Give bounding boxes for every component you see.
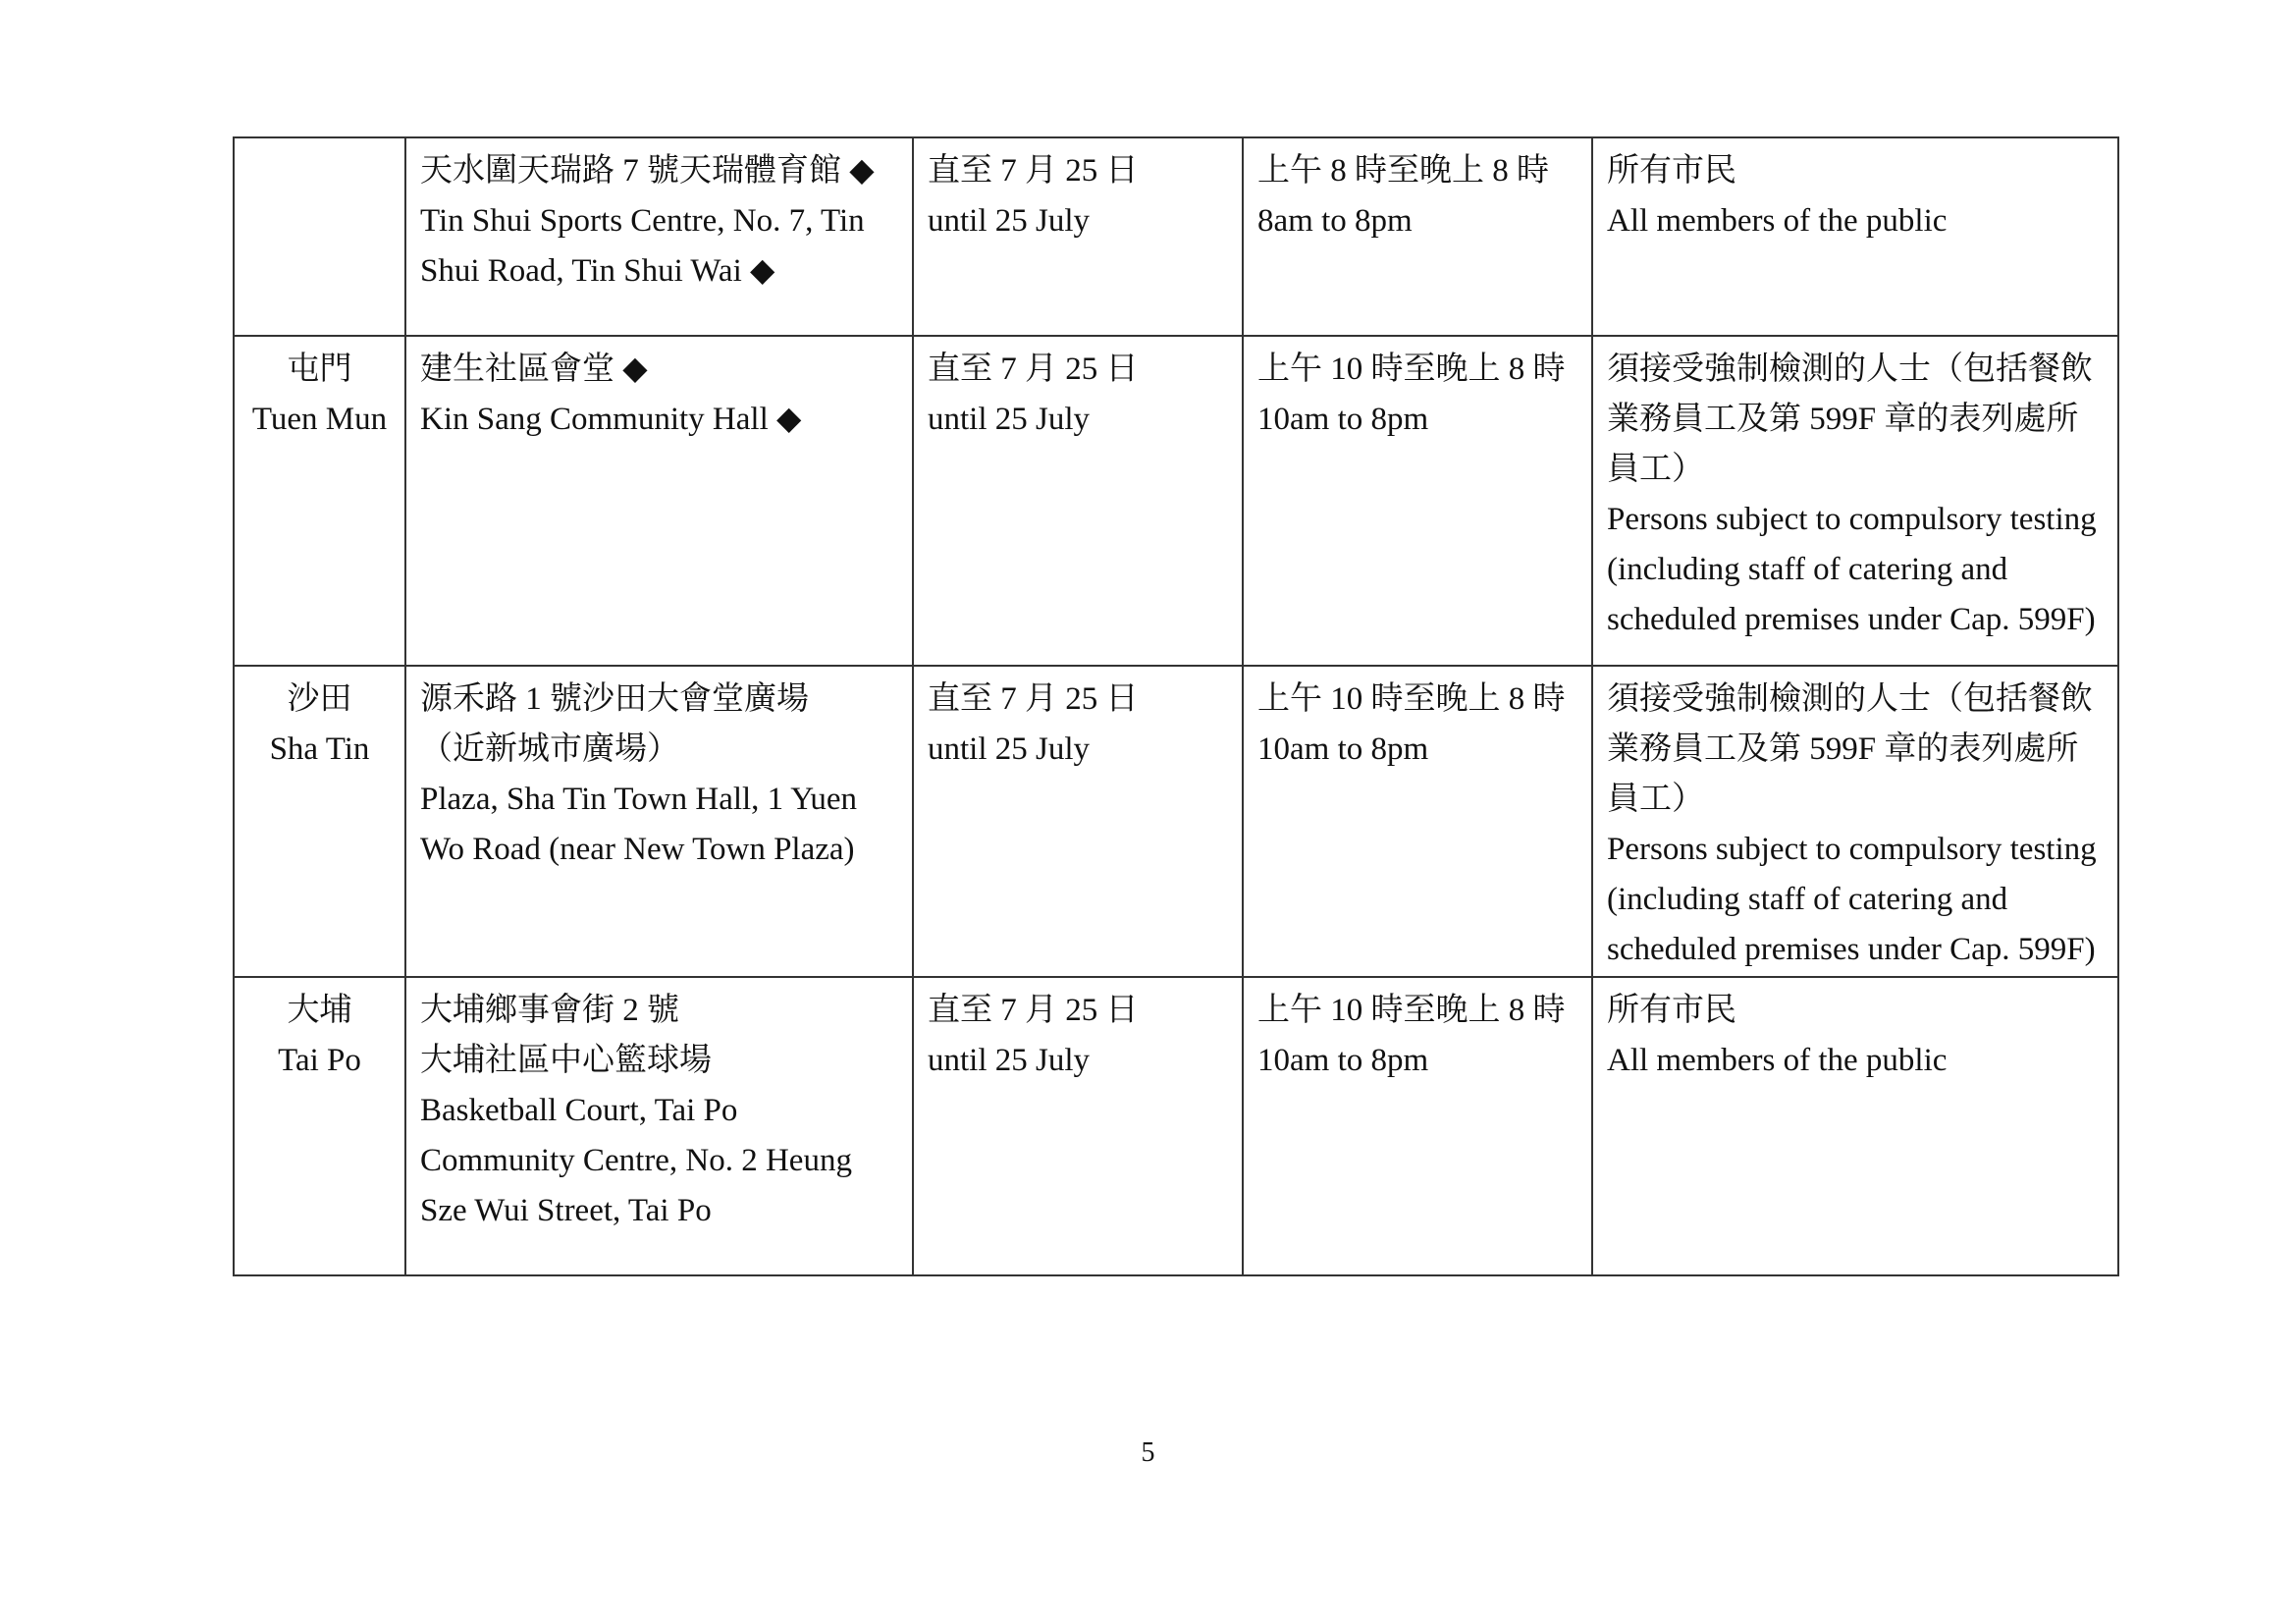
- period-text: until 25 July: [928, 731, 1091, 767]
- period-text: 直至 7 月 25 日: [928, 681, 1139, 717]
- hours-text: 上午 10 時至晚上 8 時: [1257, 681, 1566, 717]
- district-text: Tuen Mun: [251, 402, 388, 437]
- table-row: [234, 977, 2118, 1275]
- venue-text: Shui Road, Tin Shui Wai ◆: [420, 253, 775, 289]
- venue-text: Tin Shui Sports Centre, No. 7, Tin: [420, 203, 865, 239]
- district-text: Sha Tin: [269, 731, 370, 767]
- period-text: until 25 July: [928, 402, 1091, 437]
- target-group-text: scheduled premises under Cap. 599F): [1607, 602, 2096, 637]
- hours-text: 10am to 8pm: [1257, 402, 1429, 437]
- target-group-cell: [1592, 666, 2118, 977]
- target-group-text: 所有市民: [1607, 993, 1736, 1028]
- district-text: 屯門: [287, 352, 352, 387]
- hours-cell: [1243, 666, 1592, 977]
- hours-text: 上午 8 時至晚上 8 時: [1257, 153, 1549, 189]
- venue-text: Plaza, Sha Tin Town Hall, 1 Yuen: [420, 782, 858, 817]
- table-row: [234, 336, 2118, 666]
- target-group-text: All members of the public: [1607, 1043, 1948, 1078]
- hours-text: 10am to 8pm: [1257, 731, 1429, 767]
- target-group-text: Persons subject to compulsory testing: [1607, 502, 2097, 537]
- target-group-cell: [1592, 137, 2118, 336]
- venue-text: Community Centre, No. 2 Heung: [420, 1143, 852, 1178]
- venue-cell: [405, 336, 913, 666]
- venue-text: Wo Road (near New Town Plaza): [420, 832, 855, 867]
- target-group-text: 員工）: [1607, 452, 1704, 487]
- target-group-text: 業務員工及第 599F 章的表列處所: [1607, 731, 2079, 767]
- target-group-text: 須接受強制檢測的人士（包括餐飲: [1607, 352, 2093, 387]
- hours-text: 上午 10 時至晚上 8 時: [1257, 352, 1566, 387]
- district-text: Tai Po: [278, 1043, 361, 1078]
- district-cell: [234, 666, 405, 977]
- district-cell: [234, 137, 405, 336]
- target-group-text: 業務員工及第 599F 章的表列處所: [1607, 402, 2079, 437]
- district-cell: [234, 336, 405, 666]
- period-text: until 25 July: [928, 203, 1091, 239]
- venue-text: 天水圍天瑞路 7 號天瑞體育館 ◆: [420, 153, 875, 189]
- page-number: 5: [1141, 1437, 1155, 1468]
- district-cell: [234, 977, 405, 1275]
- period-cell: [913, 336, 1243, 666]
- target-group-text: scheduled premises under Cap. 599F): [1607, 932, 2096, 967]
- target-group-text: 所有市民: [1607, 153, 1736, 189]
- district-text: 沙田: [287, 681, 352, 717]
- testing-centres-table: [233, 136, 2119, 1276]
- target-group-text: (including staff of catering and: [1607, 552, 2008, 587]
- target-group-text: All members of the public: [1607, 203, 1948, 239]
- period-text: 直至 7 月 25 日: [928, 993, 1139, 1028]
- venue-text: 源禾路 1 號沙田大會堂廣場: [420, 681, 809, 717]
- venue-cell: [405, 137, 913, 336]
- period-cell: [913, 977, 1243, 1275]
- table-body: [234, 137, 2118, 1275]
- venue-cell: [405, 977, 913, 1275]
- target-group-cell: [1592, 336, 2118, 666]
- venue-text: （近新城市廣場）: [420, 731, 679, 767]
- target-group-cell: [1592, 977, 2118, 1275]
- hours-text: 上午 10 時至晚上 8 時: [1257, 993, 1566, 1028]
- hours-cell: [1243, 137, 1592, 336]
- period-text: 直至 7 月 25 日: [928, 352, 1139, 387]
- period-text: until 25 July: [928, 1043, 1091, 1078]
- venue-cell: [405, 666, 913, 977]
- period-text: 直至 7 月 25 日: [928, 153, 1139, 189]
- period-cell: [913, 137, 1243, 336]
- venue-text: 建生社區會堂 ◆: [420, 352, 648, 387]
- target-group-text: 須接受強制檢測的人士（包括餐飲: [1607, 681, 2093, 717]
- hours-text: 8am to 8pm: [1257, 203, 1413, 239]
- table-row: [234, 666, 2118, 977]
- table-row: [234, 137, 2118, 336]
- hours-text: 10am to 8pm: [1257, 1043, 1429, 1078]
- target-group-text: Persons subject to compulsory testing: [1607, 832, 2097, 867]
- district-text: 大埔: [287, 993, 352, 1028]
- venue-text: Basketball Court, Tai Po: [420, 1093, 738, 1128]
- venue-text: Sze Wui Street, Tai Po: [420, 1193, 712, 1228]
- venue-text: 大埔鄉事會街 2 號: [420, 993, 679, 1028]
- venue-text: 大埔社區中心籃球場: [420, 1043, 712, 1078]
- hours-cell: [1243, 336, 1592, 666]
- hours-cell: [1243, 977, 1592, 1275]
- target-group-text: (including staff of catering and: [1607, 882, 2008, 917]
- target-group-text: 員工）: [1607, 782, 1704, 817]
- venue-text: Kin Sang Community Hall ◆: [420, 402, 802, 437]
- period-cell: [913, 666, 1243, 977]
